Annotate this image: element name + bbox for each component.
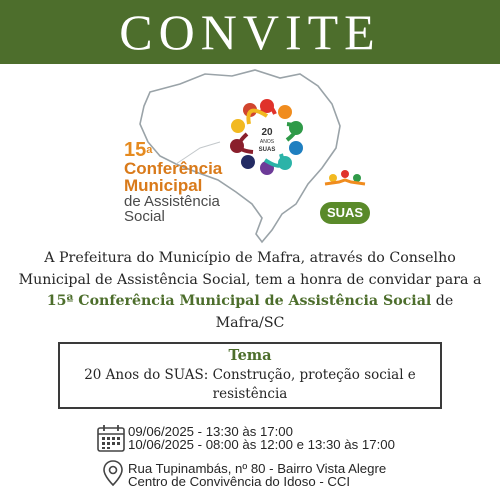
- conference-title-block: [124, 140, 254, 224]
- event-dates: [128, 425, 395, 451]
- address-line-1: Rua Tupinambás, nº 80 - Bairro Vista Alegre: [128, 461, 387, 476]
- event-address: [128, 462, 386, 488]
- theme-box: [58, 342, 442, 409]
- wheel-person-4: [289, 141, 303, 155]
- invitation-text: A Prefeitura do Município de Mafra, através do Conselho Municipal de Assistência Social, tem a honra de convidar para a 15ª Conferência Municipal de Assistência Social de Mafra/SC: [18, 250, 482, 331]
- page-title: CONVITE: [119, 4, 381, 60]
- calendar-icon: [96, 423, 126, 453]
- date-line-2: 10/06/2025 - 08:00 às 12:00 e 13:30 às 17:00: [128, 437, 395, 452]
- wheel-number: 20: [261, 127, 273, 138]
- header-banner: [0, 0, 500, 64]
- address-line-2: Centro de Convivência do Idoso - CCI: [128, 474, 351, 489]
- conference-line-2: Municipal: [124, 176, 203, 195]
- conference-number: 15$^a$: [124, 139, 153, 161]
- suas-badge-text: SUAS: [326, 205, 364, 220]
- conference-highlight: 15ª Conferência Municipal de Assistência Social: [46, 293, 432, 309]
- conference-line-4: Social: [124, 208, 165, 225]
- wheel-arm-5: [248, 111, 267, 124]
- wheel-sub-label: ANOS: [259, 139, 275, 145]
- suas-person-2: [341, 170, 349, 178]
- date-line-1: 09/06/2025 - 13:30 às 17:00: [128, 424, 293, 439]
- theme-text: 20 Anos do SUAS: Construção, proteção social e resistência: [84, 367, 416, 402]
- conference-line-3: de Assistência: [124, 193, 220, 210]
- location-pin-icon: [102, 459, 124, 487]
- wheel-person-2: [278, 105, 292, 119]
- wheel-suas-label: SUAS: [258, 147, 276, 153]
- theme-title: Tema: [228, 347, 272, 364]
- wheel-person-9: [231, 119, 245, 133]
- conference-line-1: Conferência: [124, 159, 223, 178]
